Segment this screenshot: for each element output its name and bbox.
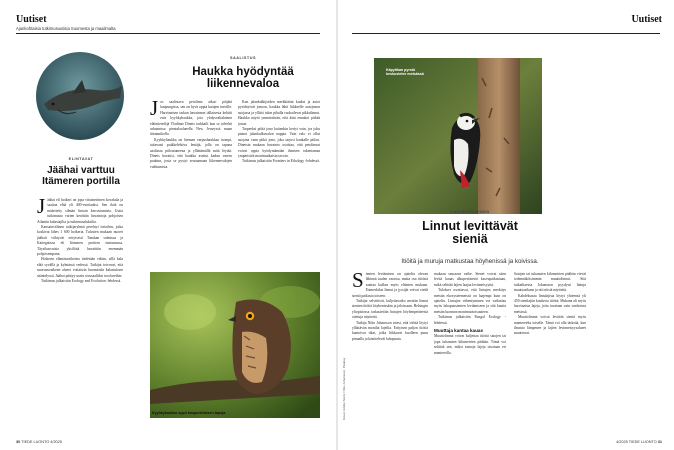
story-paragraph: Tutkijat selvittivät, kuljettavatko metsän linnut sienten itiöitä höyhenissään ja jaloissaan. Helsingin yliopistossa tarkastettiin lintujen höyhenpeitteestä otettuja näytteitä. (352, 299, 428, 320)
folio-label: TIEDE LUONTO 4/2025 (21, 440, 62, 444)
story2-paragraph: os saalistava petolintu aikoo päijätä kaupungissa, sen on hyvä oppia katujen tavoille. Harvinaisen tarkan havainnon tällaisesta kehitti eräs kyyhkyhaukka, jota yhdysvaltalainen eläintieteilijä Vladimir Dinets tarkkaili kun se talvehti urbaanissa pientaloalueella New Jerseyssä maan itärannikolla. (150, 100, 232, 137)
story1-paragraph: Tutkimus julkaistiin Ecology and Evolution -lehdessä. (41, 279, 122, 284)
hawk-caption: Kyyhkyhaukka oppii kaupunkilaisen tapoja. (152, 411, 227, 415)
section-subtitle: Ajankohtaisia tutkimusuutisia Suomesta ja maailmalta (16, 26, 116, 31)
right-page (338, 0, 674, 450)
story-subhead: Itiöitä ja muruja matkustaa höyhenissä ja koivissa. (401, 258, 539, 265)
story1-dropcap: J (37, 198, 46, 218)
header-rule (16, 33, 320, 34)
photo-label: Käpytikan pyrstö keskustelee metsässä (386, 68, 424, 77)
left-page (0, 0, 336, 450)
shark-photo (36, 52, 124, 140)
section-title: Uutiset (16, 14, 47, 25)
story2-paragraph: Tarpeeksi pitkä jono kuitenkin kertyi vain, jos joku painoi jalankulkuvalon nappia. Vain valo ei ollut suojana vaan pitkä jono, joka tarjosi haukalle piilon. Dinetsin mukaan havainto osoittaa, että petolinnut voivat oppia hyödyntämään ihmisen rakentamaa ympäristöä monimutkaisin tavoin. (238, 127, 320, 159)
story-dropcap: S (352, 272, 364, 292)
page-number: 30 (16, 440, 21, 444)
story-paragraph: Tulokset osoittavat, että lintujen merkitys metsän ekosysteemeissä on laajempi kuin on ajateltu. Lintujen vähentyminen voi vaikuttaa myös lahopuusienten leviämiseen ja sitä kautta metsän luonnon monimuotoisuuteen. (434, 288, 506, 314)
story-body-col1 (352, 272, 428, 422)
page-number: 31 (657, 440, 662, 444)
story2-paragraph: Kun jalankulkijoiden merkkiääni kuului ja autot pysähtyivät jonoon, haukka lähti liikkeelle autojonon suojassa ja yllätti talon pihalla ruokailevat pikkulinnut. Haukka näytti ymmärtävän, että ääni ennakoi pitkää jonoa. (238, 100, 320, 126)
story-kicker: LAAJENTUMINEN (450, 210, 490, 214)
story-paragraph: Tutkija Niko Johansson totesi, että itiöitä löytyi yllättävän monilta lajeilta. Erityisen paljon itiöitä kantoivat tikat, jotka liikkuvat kuolleen puun pinnalla ja käsittelevät lahopuuta. (352, 320, 428, 341)
photo-credit: Kuvat: Adobe Stock / Niko Johansson, Pixabay (342, 357, 346, 420)
story1-body (37, 198, 123, 416)
story-body-col3 (514, 272, 586, 422)
story1-paragraph: äähai eli hoikeri on jopa viisimetrinen kovakala ja saattaa elää yli 400-vuotiaaksi. Sen ikää on määritetty silmän linssin kerrostumista. Uutta tutkimusta varten kerättiin havaintoja pohjoisen Atlantin kalastajilta ja tutkimusaluksilta. (37, 198, 123, 224)
story2-body-col2 (238, 100, 320, 262)
story-paragraph: ienten leviämisen on ajateltu olevan lähinnä tuulen varassa, mutta osa itiöistä saattaa kulkea myös eläinten mukana. Esimerkiksi linnut ja jyrsijät voivat viedä sieniä paikasta toiseen. (352, 272, 428, 298)
story1-kicker: ELINTAVAT (68, 157, 94, 161)
story-paragraph: Muuttolinnut voivat kuljettaa itiöitä satojen tai jopa tuhansien kilometrien päähän. Tämä voi selittää sen, miksi samoja lajeja tavataan eri mantereilla. (434, 334, 506, 355)
story2-headline: Haukka hyödyntää liikennevaloa (192, 66, 294, 91)
story-headline: Linnut levittävät sieniä (422, 219, 518, 247)
story-paragraph: mukaan seuraava vaihe. Sienet voivat siten levitä kauas alkuperäisestä kasvupaikastaan, mikä selittää lajien laajaa levinneisyyttä. (434, 272, 506, 287)
woodpecker-illustration (374, 58, 542, 214)
story1-paragraph: Hoikerin elämänvaiheista tiedetään vähän, sillä kala elää syvällä ja kylmässä vedessä. Tutkijat toivovat, että nuoruusvaiheen alueet voitaisiin huomioida kalastuksen sääntelyssä. Jäähai päätyy usein sivusaaliiksi troolareihin. (37, 257, 123, 278)
folio-left (16, 440, 62, 444)
story-paragraph: Tutkimus julkaistiin Fungal Ecology -lehdessä. (434, 315, 506, 325)
story2-dropcap: J (150, 100, 159, 120)
story2-paragraph: Kyyhkyhaukka on hieman varpushaukkaa isompi, taitavasti puikkelehtiva lentäjä, jolla on tapana saalistaa piiloutuneena ja yllättämällä mitä löytää. Dinets havaitsi, että haukka asettui kadun varren puuhun, josta se pystyi seuraamaan liikennevalojen vaihtumista. (150, 137, 232, 169)
folio-label: 4/2025 TIEDE LUONTO (616, 440, 657, 444)
story-body-col2 (434, 272, 506, 422)
hawk-illustration (150, 272, 320, 418)
story2-paragraph: Tutkimus julkaistiin Frontiers in Ethology -lehdessä. (242, 159, 320, 164)
story-paragraph: Satojen tai tuhansien kilometrien päähän vievät todennäköisimmin muuttolinnut. Sitä tutkailtaessa Johansson pyydysti lintuja muuttoaikana ja otti niistä näytteitä. (514, 272, 586, 293)
hawk-photo (150, 272, 320, 418)
subheading: Muuttaja kantaa kauas (434, 328, 484, 334)
folio-right (616, 440, 662, 444)
header-rule (352, 33, 660, 34)
story1-headline: Jäähai varttuu Itämeren portilla (42, 165, 120, 187)
story1-paragraph: Kansainvälinen tutkijaryhmä perehtyi tietoihin, jotka koskivat lähes 1 600 hoikeria. Tulosten mukaan nuoret jäähait viihtyvät erityisesti Tanskan salmissa ja Kattegatissa eli Itämeren porttien tuntumassa. Täysikasvuisia yksilöitä havaittiin enemmän pohjoisempana. (37, 225, 123, 257)
story-paragraph: Kahdeksasta lintulajista löytyi yhteensä yli 450 sienilajiin kuuluvia itiöitä. Mukana oli myös harvinaisia lajeja, joita tavataan vain vanhoissa metsissä. (514, 293, 586, 314)
story2-body-col1 (150, 100, 232, 262)
shark-illustration (36, 52, 124, 140)
story2-kicker: SAALISTUS (229, 56, 257, 60)
woodpecker-photo (374, 58, 542, 214)
story-paragraph: Muuttolinnut voivat levittää sieniä myös mantereelta toiselle. Tämä voi olla tärkeää, kun ilmasto lämpenee ja lajien levinneisyysalueet muuttuvat. (514, 315, 586, 336)
section-title: Uutiset (631, 14, 662, 25)
